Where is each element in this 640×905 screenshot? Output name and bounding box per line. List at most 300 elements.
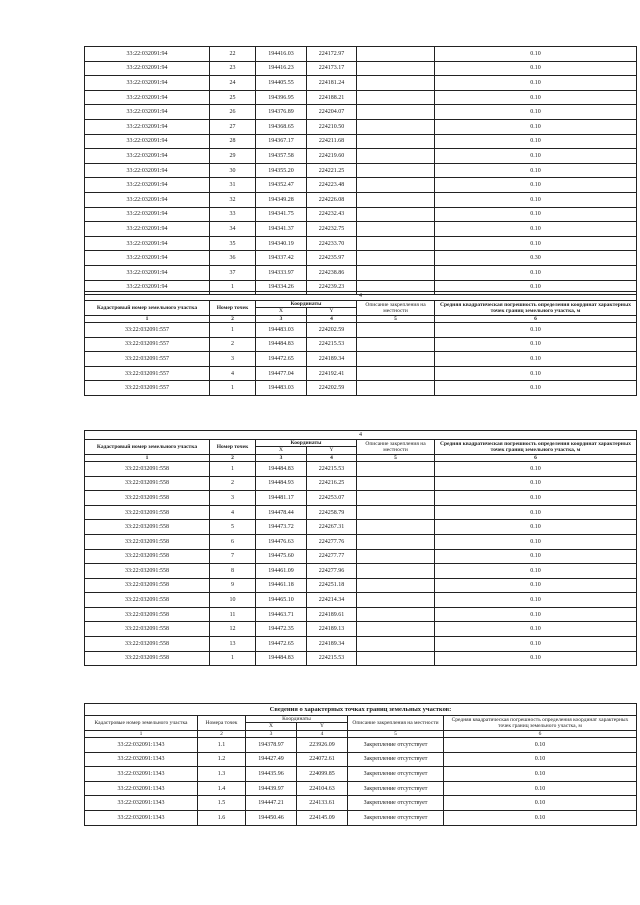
cell-y: 224189.34: [307, 637, 357, 652]
cell-x: 194461.18: [256, 578, 307, 593]
cell-x: 194376.89: [256, 105, 307, 120]
cell-description: Закрепление отсутствует: [348, 752, 444, 767]
header-point-number: Номера точек: [198, 716, 246, 731]
cell-error: 0.10: [435, 651, 637, 666]
section-number: 4: [85, 292, 637, 301]
cell-error: 0.10: [435, 105, 637, 120]
cell-point-number: 28: [210, 134, 256, 149]
col-index: 1: [85, 315, 210, 322]
table-row: [85, 61, 637, 76]
cell-y: 224204.07: [307, 105, 357, 120]
cell-x: 194472.35: [256, 622, 307, 637]
cell-y: 224233.70: [307, 236, 357, 251]
table-row: [85, 752, 637, 767]
cell-cadastral-number: 33:22:032091:558: [85, 578, 210, 593]
cell-error: 0.30: [435, 251, 637, 266]
coordinates-table-558: [84, 430, 637, 666]
col-index: 6: [435, 454, 637, 461]
cell-y: 224173.17: [307, 61, 357, 76]
cell-description: Закрепление отсутствует: [348, 796, 444, 811]
cell-error: 0.10: [435, 549, 637, 564]
cell-cadastral-number: 33:22:032091:94: [85, 47, 210, 62]
table-row: [85, 796, 637, 811]
table-row: [85, 767, 637, 782]
table-row: [85, 149, 637, 164]
col-index: 1: [85, 730, 198, 737]
cell-description: [357, 251, 435, 266]
cell-description: [357, 265, 435, 280]
cell-error: 0.10: [435, 534, 637, 549]
table-row: [85, 781, 637, 796]
cell-error: 0.10: [435, 236, 637, 251]
cell-x: 194478.44: [256, 505, 307, 520]
header-coordinates: Координаты: [256, 440, 357, 447]
table-row: [85, 337, 637, 352]
header-cadastral: Кадастровый номер земельного участка: [85, 440, 210, 455]
cell-description: [357, 381, 435, 396]
cell-description: [357, 119, 435, 134]
cell-error: 0.10: [435, 578, 637, 593]
cell-y: 224239.23: [307, 280, 357, 295]
cell-point-number: 26: [210, 105, 256, 120]
cell-description: [357, 236, 435, 251]
cell-error: 0.10: [435, 352, 637, 367]
cell-x: 194439.97: [246, 781, 297, 796]
cell-error: 0.10: [444, 781, 637, 796]
cell-y: 224172.97: [307, 47, 357, 62]
cell-description: [357, 534, 435, 549]
cell-description: [357, 178, 435, 193]
col-index: 4: [297, 730, 348, 737]
cell-point-number: 30: [210, 163, 256, 178]
cell-cadastral-number: 33:22:032091:94: [85, 163, 210, 178]
col-index: 1: [85, 454, 210, 461]
cell-cadastral-number: 33:22:032091:94: [85, 119, 210, 134]
col-index: 3: [256, 315, 307, 322]
cell-point-number: 22: [210, 47, 256, 62]
cell-y: 224211.68: [307, 134, 357, 149]
cell-cadastral-number: 33:22:032091:557: [85, 366, 210, 381]
cell-point-number: 36: [210, 251, 256, 266]
cell-description: [357, 593, 435, 608]
cell-description: [357, 134, 435, 149]
cell-point-number: 3: [210, 491, 256, 506]
cell-x: 194357.58: [256, 149, 307, 164]
cell-error: 0.10: [435, 134, 637, 149]
table-row: [85, 251, 637, 266]
col-index: 2: [198, 730, 246, 737]
table-row: [85, 178, 637, 193]
cell-point-number: 1: [210, 280, 256, 295]
coordinates-table-94: [84, 46, 637, 295]
cell-point-number: 35: [210, 236, 256, 251]
table-row: [85, 737, 637, 752]
col-index: 2: [210, 454, 256, 461]
cell-cadastral-number: 33:22:032091:94: [85, 134, 210, 149]
cell-y: 224215.53: [307, 651, 357, 666]
cell-y: 224192.41: [307, 366, 357, 381]
cell-y: 224181.24: [307, 76, 357, 91]
cell-description: [357, 222, 435, 237]
cell-description: [357, 637, 435, 652]
cell-error: 0.10: [435, 280, 637, 295]
section-number: 4: [85, 431, 637, 440]
cell-x: 194481.17: [256, 491, 307, 506]
table-row: [85, 47, 637, 62]
cell-description: [357, 651, 435, 666]
cell-error: 0.10: [444, 752, 637, 767]
cell-error: 0.10: [435, 163, 637, 178]
cell-y: 224232.75: [307, 222, 357, 237]
cell-y: 223926.09: [297, 737, 348, 752]
header-point-number: Номер точек: [210, 301, 256, 316]
cell-cadastral-number: 33:22:032091:557: [85, 322, 210, 337]
cell-point-number: 6: [210, 534, 256, 549]
col-index: 6: [444, 730, 637, 737]
cell-error: 0.10: [435, 322, 637, 337]
cell-cadastral-number: 33:22:032091:558: [85, 505, 210, 520]
table-row: [85, 461, 637, 476]
cell-y: 224202.59: [307, 322, 357, 337]
cell-x: 194427.49: [246, 752, 297, 767]
cell-x: 194416.03: [256, 47, 307, 62]
cell-point-number: 29: [210, 149, 256, 164]
table-row: [85, 593, 637, 608]
cell-x: 194472.65: [256, 352, 307, 367]
cell-x: 194484.83: [256, 337, 307, 352]
table-row: [85, 322, 637, 337]
header-description: Описание закрепления на местности: [357, 440, 435, 455]
cell-y: 224145.09: [297, 810, 348, 825]
cell-cadastral-number: 33:22:032091:94: [85, 105, 210, 120]
table-row: [85, 265, 637, 280]
cell-description: [357, 461, 435, 476]
cell-y: 224277.76: [307, 534, 357, 549]
cell-y: 224189.13: [307, 622, 357, 637]
cell-x: 194355.20: [256, 163, 307, 178]
table-row: [85, 607, 637, 622]
header-coordinates: Координаты: [246, 716, 348, 723]
cell-point-number: 1.4: [198, 781, 246, 796]
cell-cadastral-number: 33:22:032091:94: [85, 149, 210, 164]
cell-y: 224251.18: [307, 578, 357, 593]
cell-description: [357, 352, 435, 367]
cell-point-number: 5: [210, 520, 256, 535]
table-row: [85, 534, 637, 549]
cell-cadastral-number: 33:22:032091:1343: [85, 737, 198, 752]
cell-description: [357, 622, 435, 637]
col-index: 3: [246, 730, 297, 737]
cell-x: 194416.23: [256, 61, 307, 76]
cell-cadastral-number: 33:22:032091:94: [85, 76, 210, 91]
cell-error: 0.10: [435, 192, 637, 207]
cell-x: 194378.97: [246, 737, 297, 752]
cell-x: 194341.75: [256, 207, 307, 222]
table-row: [85, 163, 637, 178]
cell-cadastral-number: 33:22:032091:558: [85, 476, 210, 491]
cell-description: Закрепление отсутствует: [348, 737, 444, 752]
cell-description: [357, 105, 435, 120]
table-row: [85, 491, 637, 506]
cell-cadastral-number: 33:22:032091:1343: [85, 810, 198, 825]
cell-description: [357, 61, 435, 76]
cell-error: 0.10: [444, 810, 637, 825]
col-index: 5: [348, 730, 444, 737]
table-row: [85, 222, 637, 237]
cell-x: 194447.21: [246, 796, 297, 811]
cell-x: 194472.65: [256, 637, 307, 652]
cell-cadastral-number: 33:22:032091:94: [85, 265, 210, 280]
cell-y: 224188.21: [307, 90, 357, 105]
header-y: Y: [307, 308, 357, 315]
header-description: Описание закрепления на местности: [357, 301, 435, 316]
table-row: [85, 76, 637, 91]
cell-error: 0.10: [435, 366, 637, 381]
table-row: [85, 192, 637, 207]
cell-x: 194368.65: [256, 119, 307, 134]
cell-y: 224253.07: [307, 491, 357, 506]
cell-x: 194483.03: [256, 322, 307, 337]
cell-error: 0.10: [435, 47, 637, 62]
table-body: [85, 47, 637, 295]
cell-x: 194484.93: [256, 476, 307, 491]
cell-cadastral-number: 33:22:032091:94: [85, 280, 210, 295]
cell-x: 194465.10: [256, 593, 307, 608]
header-y: Y: [297, 723, 348, 730]
cell-description: [357, 337, 435, 352]
cell-x: 194367.17: [256, 134, 307, 149]
cell-point-number: 1: [210, 381, 256, 396]
cell-point-number: 7: [210, 549, 256, 564]
cell-error: 0.10: [435, 119, 637, 134]
table-row: [85, 578, 637, 593]
cell-error: 0.10: [444, 737, 637, 752]
col-index: 5: [357, 454, 435, 461]
cell-y: 224104.63: [297, 781, 348, 796]
cell-y: 224219.60: [307, 149, 357, 164]
cell-point-number: 1.3: [198, 767, 246, 782]
table-body: [85, 461, 637, 665]
cell-y: 224258.79: [307, 505, 357, 520]
cell-x: 194476.63: [256, 534, 307, 549]
cell-point-number: 1: [210, 651, 256, 666]
cell-y: 224277.77: [307, 549, 357, 564]
cell-cadastral-number: 33:22:032091:558: [85, 593, 210, 608]
cell-x: 194461.09: [256, 564, 307, 579]
col-index: 4: [307, 315, 357, 322]
cell-point-number: 32: [210, 192, 256, 207]
cell-x: 194484.83: [256, 461, 307, 476]
cell-y: 224202.59: [307, 381, 357, 396]
cell-description: [357, 163, 435, 178]
cell-point-number: 9: [210, 578, 256, 593]
cell-x: 194337.42: [256, 251, 307, 266]
header-x: X: [246, 723, 297, 730]
cell-description: Закрепление отсутствует: [348, 781, 444, 796]
cell-description: Закрепление отсутствует: [348, 810, 444, 825]
cell-cadastral-number: 33:22:032091:1343: [85, 767, 198, 782]
cell-description: [357, 76, 435, 91]
table-body: [85, 737, 637, 825]
cell-error: 0.10: [444, 796, 637, 811]
cell-x: 194435.96: [246, 767, 297, 782]
table-row: [85, 651, 637, 666]
cell-error: 0.10: [444, 767, 637, 782]
cell-cadastral-number: 33:22:032091:558: [85, 607, 210, 622]
col-index: 5: [357, 315, 435, 322]
cell-description: [357, 149, 435, 164]
cell-error: 0.10: [435, 520, 637, 535]
cell-x: 194341.37: [256, 222, 307, 237]
cell-cadastral-number: 33:22:032091:1343: [85, 781, 198, 796]
cell-point-number: 37: [210, 265, 256, 280]
cell-cadastral-number: 33:22:032091:558: [85, 534, 210, 549]
cell-description: [357, 505, 435, 520]
cell-description: [357, 549, 435, 564]
cell-error: 0.10: [435, 505, 637, 520]
cell-cadastral-number: 33:22:032091:558: [85, 564, 210, 579]
cell-description: [357, 192, 435, 207]
cell-description: [357, 366, 435, 381]
cell-error: 0.10: [435, 607, 637, 622]
header-cadastral: Кадастровый номер земельного участка: [85, 301, 210, 316]
header-error: Средняя квадратическая погрешность определения координат характерных точек границ земельного участка, м: [444, 716, 637, 731]
table-row: [85, 352, 637, 367]
cell-cadastral-number: 33:22:032091:1343: [85, 752, 198, 767]
cell-x: 194340.19: [256, 236, 307, 251]
cell-x: 194483.03: [256, 381, 307, 396]
cell-error: 0.10: [435, 622, 637, 637]
cell-error: 0.10: [435, 90, 637, 105]
header-y: Y: [307, 447, 357, 454]
table-row: [85, 366, 637, 381]
cell-x: 194463.71: [256, 607, 307, 622]
cell-y: 224214.34: [307, 593, 357, 608]
cell-description: [357, 90, 435, 105]
header-error: Средняя квадратическая погрешность определения координат характерных точек границ земельного участка, м: [435, 440, 637, 455]
cell-x: 194405.55: [256, 76, 307, 91]
cell-y: 224072.61: [297, 752, 348, 767]
table-row: [85, 549, 637, 564]
cell-point-number: 1.5: [198, 796, 246, 811]
table-row: [85, 134, 637, 149]
cell-point-number: 27: [210, 119, 256, 134]
cell-cadastral-number: 33:22:032091:558: [85, 491, 210, 506]
cell-error: 0.10: [435, 461, 637, 476]
col-index: 2: [210, 315, 256, 322]
cell-error: 0.10: [435, 637, 637, 652]
cell-point-number: 23: [210, 61, 256, 76]
table-row: [85, 810, 637, 825]
cell-point-number: 1.1: [198, 737, 246, 752]
table-row: [85, 207, 637, 222]
cell-description: [357, 578, 435, 593]
cell-point-number: 4: [210, 366, 256, 381]
cell-y: 224226.08: [307, 192, 357, 207]
cell-description: Закрепление отсутствует: [348, 767, 444, 782]
table-row: [85, 564, 637, 579]
col-index: 3: [256, 454, 307, 461]
cell-point-number: 1: [210, 322, 256, 337]
cell-y: 224223.48: [307, 178, 357, 193]
cell-error: 0.10: [435, 381, 637, 396]
cell-x: 194352.47: [256, 178, 307, 193]
cell-y: 224232.43: [307, 207, 357, 222]
cell-cadastral-number: 33:22:032091:557: [85, 337, 210, 352]
cell-cadastral-number: 33:22:032091:558: [85, 622, 210, 637]
cell-point-number: 33: [210, 207, 256, 222]
cell-x: 194484.83: [256, 651, 307, 666]
cell-error: 0.10: [435, 491, 637, 506]
cell-cadastral-number: 33:22:032091:94: [85, 222, 210, 237]
cell-point-number: 1.6: [198, 810, 246, 825]
cell-cadastral-number: 33:22:032091:1343: [85, 796, 198, 811]
cell-y: 224235.97: [307, 251, 357, 266]
cell-description: [357, 520, 435, 535]
cell-x: 194349.28: [256, 192, 307, 207]
cell-cadastral-number: 33:22:032091:557: [85, 381, 210, 396]
cell-cadastral-number: 33:22:032091:94: [85, 90, 210, 105]
table-row: [85, 236, 637, 251]
cell-cadastral-number: 33:22:032091:94: [85, 251, 210, 266]
cell-y: 224215.53: [307, 337, 357, 352]
cell-cadastral-number: 33:22:032091:94: [85, 207, 210, 222]
table-row: [85, 105, 637, 120]
cell-error: 0.10: [435, 178, 637, 193]
cell-point-number: 10: [210, 593, 256, 608]
cell-error: 0.10: [435, 222, 637, 237]
cell-cadastral-number: 33:22:032091:94: [85, 192, 210, 207]
cell-description: [357, 47, 435, 62]
cell-point-number: 25: [210, 90, 256, 105]
cell-cadastral-number: 33:22:032091:94: [85, 178, 210, 193]
cell-y: 224277.96: [307, 564, 357, 579]
cell-point-number: 3: [210, 352, 256, 367]
cell-point-number: 11: [210, 607, 256, 622]
cell-error: 0.10: [435, 265, 637, 280]
cell-error: 0.10: [435, 593, 637, 608]
cell-point-number: 13: [210, 637, 256, 652]
cell-error: 0.10: [435, 476, 637, 491]
cell-x: 194477.04: [256, 366, 307, 381]
cell-y: 224216.25: [307, 476, 357, 491]
header-error: Средняя квадратическая погрешность определения координат характерных точек границ земельного участка, м: [435, 301, 637, 316]
header-coordinates: Координаты: [256, 301, 357, 308]
cell-point-number: 2: [210, 337, 256, 352]
table-title: Сведения о характерных точках границ земельных участков:: [85, 704, 637, 716]
table-row: [85, 381, 637, 396]
coordinates-table-557: [84, 291, 637, 396]
cell-point-number: 24: [210, 76, 256, 91]
cell-y: 224215.53: [307, 461, 357, 476]
cell-x: 194333.97: [256, 265, 307, 280]
cell-point-number: 34: [210, 222, 256, 237]
cell-y: 224189.61: [307, 607, 357, 622]
col-index: 4: [307, 454, 357, 461]
cell-x: 194396.95: [256, 90, 307, 105]
cell-cadastral-number: 33:22:032091:557: [85, 352, 210, 367]
characteristic-points-table: [84, 703, 637, 826]
cell-y: 224267.31: [307, 520, 357, 535]
cell-point-number: 12: [210, 622, 256, 637]
cell-error: 0.10: [435, 564, 637, 579]
table-row: [85, 505, 637, 520]
header-x: X: [256, 447, 307, 454]
table-row: [85, 119, 637, 134]
cell-description: [357, 491, 435, 506]
cell-x: 194334.26: [256, 280, 307, 295]
cell-cadastral-number: 33:22:032091:558: [85, 549, 210, 564]
